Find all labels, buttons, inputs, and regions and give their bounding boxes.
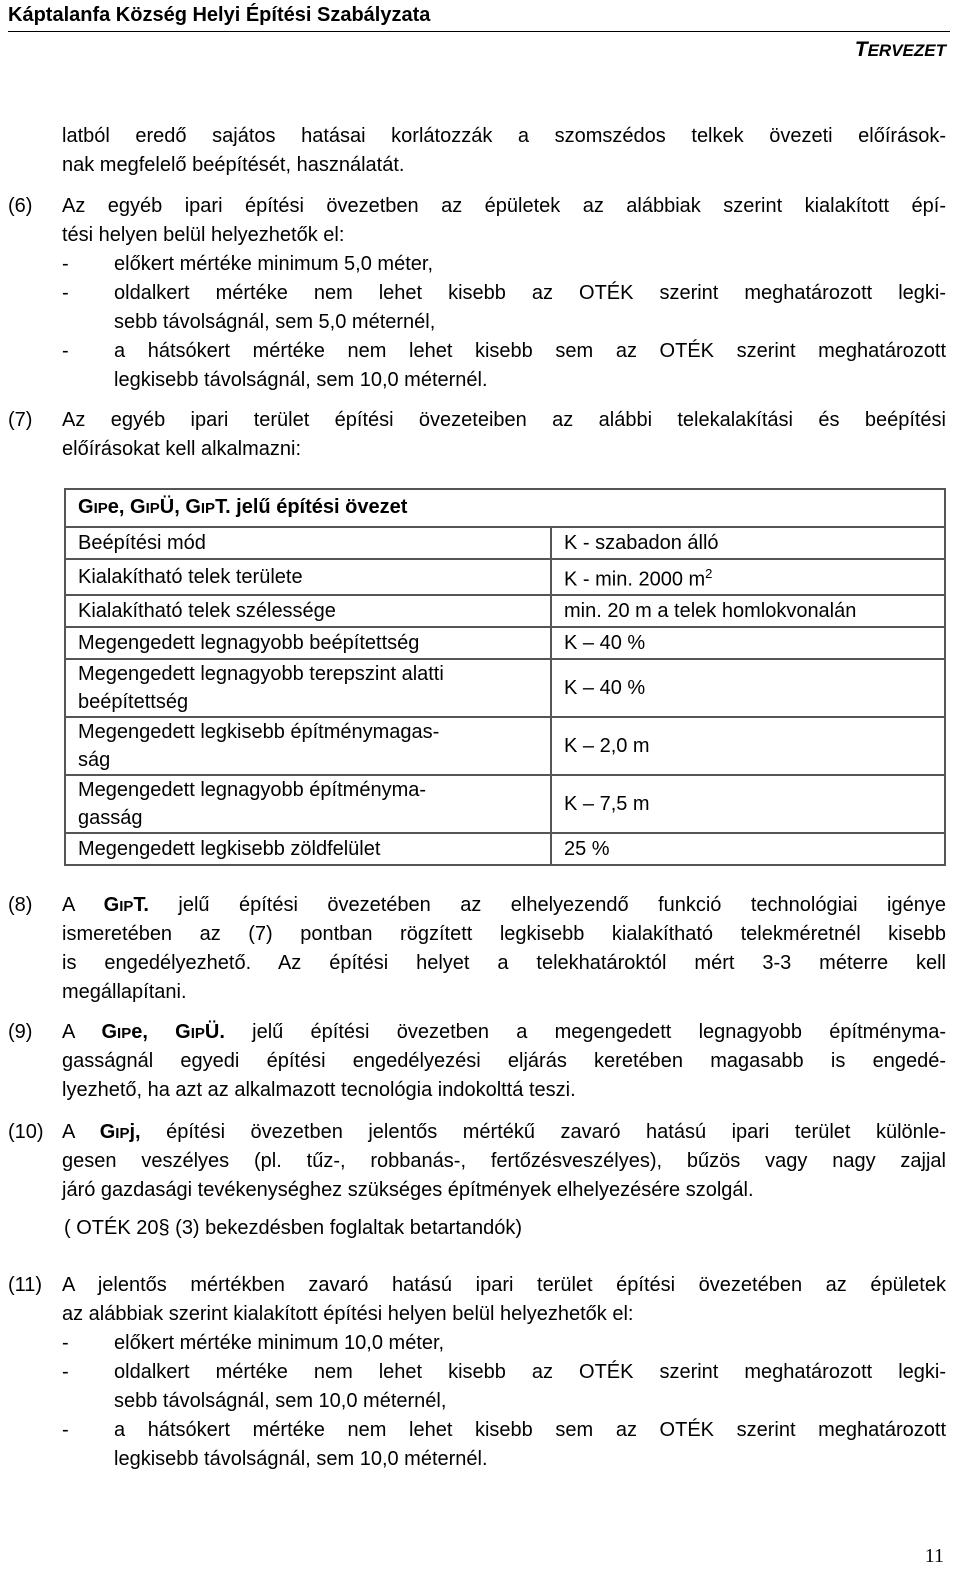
document-status: TERVEZET bbox=[854, 38, 946, 61]
header-divider bbox=[8, 31, 950, 32]
table-label: Kialakítható telek területe bbox=[65, 559, 551, 595]
bullet-item: sebb távolságnál, sem 5,0 méternél, bbox=[114, 311, 436, 333]
paragraph-number: (10) bbox=[8, 1121, 44, 1143]
bullet-item: legkisebb távolságnál, sem 10,0 méternél. bbox=[114, 369, 488, 391]
paragraph-line: gasságnál egyedi építési engedélyezési eljárás keretében magasabb is engedé- bbox=[62, 1050, 946, 1072]
table-header-row bbox=[65, 489, 945, 527]
paragraph-line: A GIPj, építési övezetben jelentős mértékű zavaró hatású ipari terület különle- bbox=[62, 1121, 946, 1143]
bullet-dash: - bbox=[62, 1332, 69, 1354]
bullet-dash: - bbox=[62, 340, 69, 362]
paragraph-line: előírásokat kell alkalmazni: bbox=[62, 438, 301, 460]
table-value: K - szabadon álló bbox=[551, 527, 945, 559]
table-label: Kialakítható telek szélessége bbox=[65, 595, 551, 627]
paragraph-line: is engedélyezhető. Az építési helyet a telekhatároktól mért 3-3 méterre kell bbox=[62, 952, 946, 974]
table-value: K – 2,0 m bbox=[551, 717, 945, 775]
zoning-table bbox=[64, 488, 946, 866]
bullet-dash: - bbox=[62, 282, 69, 304]
table-value: K – 40 % bbox=[551, 627, 945, 659]
table-header: GIPe, GIPÜ, GIPT. jelű építési övezet bbox=[65, 489, 945, 527]
paragraph-line: ismeretében az (7) pontban rögzített legkisebb kialakítható telekméretnél kisebb bbox=[62, 923, 946, 945]
paragraph-number: (9) bbox=[8, 1021, 33, 1043]
paragraph-line: lyezhető, ha azt az alkalmazott tecnológia indokolttá teszi. bbox=[62, 1079, 576, 1101]
paragraph-line: Az egyéb ipari terület építési övezeteiben az alábbi telekalakítási és beépítési bbox=[62, 409, 946, 431]
paragraph-number: (6) bbox=[8, 195, 33, 217]
paragraph-line: járó gazdasági tevékenységhez szükséges építmények elhelyezésére szolgál. bbox=[62, 1179, 754, 1201]
table-label: Megengedett legkisebb zöldfelület bbox=[65, 833, 551, 865]
table-row bbox=[65, 717, 945, 775]
table-value: K - min. 2000 $m^2$ bbox=[551, 559, 945, 595]
document-title: Káptalanfa Község Helyi Építési Szabályzata bbox=[8, 4, 431, 26]
table-row bbox=[65, 659, 945, 717]
paragraph-number: (11) bbox=[8, 1274, 43, 1296]
bullet-item: előkert mértéke minimum 10,0 méter, bbox=[114, 1332, 445, 1354]
table-label: Beépítési mód bbox=[65, 527, 551, 559]
paragraph-line: tési helyen belül helyezhetők el: bbox=[62, 224, 345, 246]
table-value: min. 20 m a telek homlokvonalán bbox=[551, 595, 945, 627]
bullet-dash: - bbox=[62, 1419, 69, 1441]
bullet-dash: - bbox=[62, 253, 69, 275]
table-row bbox=[65, 627, 945, 659]
paragraph-number: (8) bbox=[8, 894, 33, 916]
paragraph-line: A jelentős mértékben zavaró hatású ipari terület építési övezetében az épületek bbox=[62, 1274, 946, 1296]
paragraph-number: (7) bbox=[8, 409, 33, 431]
table-value: K – 40 % bbox=[551, 659, 945, 717]
table-row bbox=[65, 559, 945, 595]
bullet-item: előkert mértéke minimum 5,0 méter, bbox=[114, 253, 433, 275]
bullet-item: oldalkert mértéke nem lehet kisebb az OTÉK szerint meghatározott legki- bbox=[114, 282, 946, 304]
table-label: Megengedett legnagyobb beépítettség bbox=[65, 627, 551, 659]
table-label: Megengedett legnagyobb terepszint alatti beépítettség bbox=[65, 659, 551, 717]
bullet-item: a hátsókert mértéke nem lehet kisebb sem az OTÉK szerint meghatározott bbox=[114, 1419, 946, 1441]
table-label: Megengedett legkisebb építménymagas- ság bbox=[65, 717, 551, 775]
paragraph-line: gesen veszélyes (pl. tűz-, robbanás-, fertőzésveszélyes), bűzös vagy nagy zajjal bbox=[62, 1150, 946, 1172]
table-label: Megengedett legnagyobb építményma- gasság bbox=[65, 775, 551, 833]
paragraph-line: nak megfelelő beépítését, használatát. bbox=[62, 154, 405, 176]
bullet-item: a hátsókert mértéke nem lehet kisebb sem az OTÉK szerint meghatározott bbox=[114, 340, 946, 362]
bullet-dash: - bbox=[62, 1361, 69, 1383]
bullet-item: sebb távolságnál, sem 10,0 méternél, bbox=[114, 1390, 447, 1412]
paragraph-line: A GIPT. jelű építési övezetében az elhelyezendő funkció technológiai igénye bbox=[62, 894, 946, 916]
paragraph-note: ( OTÉK 20§ (3) bekezdésben foglaltak betartandók) bbox=[64, 1217, 523, 1239]
table-value: K – 7,5 m bbox=[551, 775, 945, 833]
table-row bbox=[65, 527, 945, 559]
table-row bbox=[65, 595, 945, 627]
table-row bbox=[65, 775, 945, 833]
paragraph-line: megállapítani. bbox=[62, 981, 187, 1003]
paragraph-line: A GIPe, GIPÜ. jelű építési övezetben a megengedett legnagyobb építményma- bbox=[62, 1021, 946, 1043]
bullet-item: legkisebb távolságnál, sem 10,0 méternél. bbox=[114, 1448, 488, 1470]
paragraph-line: Az egyéb ipari építési övezetben az épületek az alábbiak szerint kialakított épí- bbox=[62, 195, 946, 217]
paragraph-line: latból eredő sajátos hatásai korlátozzák a szomszédos telkek övezeti előírások- bbox=[62, 125, 946, 147]
table-row bbox=[65, 833, 945, 865]
bullet-item: oldalkert mértéke nem lehet kisebb az OTÉK szerint meghatározott legki- bbox=[114, 1361, 946, 1383]
table-value: 25 % bbox=[551, 833, 945, 865]
paragraph-line: az alábbiak szerint kialakított építési helyen belül helyezhetők el: bbox=[62, 1303, 634, 1325]
page-number: 11 bbox=[924, 1545, 944, 1567]
